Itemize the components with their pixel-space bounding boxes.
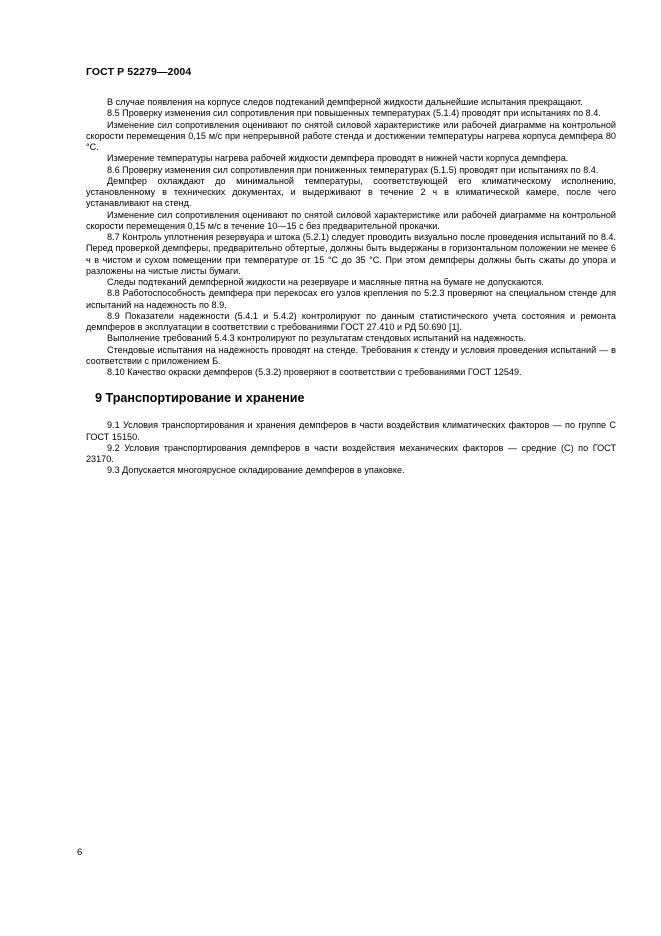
paragraph: 8.5 Проверку изменения сил сопротивления при повышенных температурах (5.1.4) проводят при испытаниях по 8.4. (107, 108, 601, 119)
paragraph: 8.7 Контроль уплотнения резервуара и штока (5.2.1) следует проводить визуально после проведения испытаний по 8.4. Перед проверкой демпферы, предварительно обтертые, должны быть выдержаны в горизонтальном положении не менее 6 ч в чистом и сухом помещении при температуре от 15 °С до 35 °С. При этом демпферы должны быть сжаты до упора и разложены на чистые листы бумаги. (86, 232, 616, 276)
paragraph: Следы подтеканий демпферной жидкости на резервуаре и масляные пятна на бумаге не допускаются. (107, 277, 544, 287)
document-body (86, 97, 616, 477)
paragraph: В случае появления на корпусе следов подтеканий демпферной жидкости дальнейшие испытания прекращают. (107, 97, 583, 107)
page-number: 6 (77, 847, 83, 858)
paragraph: Выполнение требований 5.4.3 контролируют по результатам стендовых испытаний на надежность. (107, 333, 527, 344)
section-heading: 9 Транспортирование и хранение (95, 391, 305, 406)
paragraph: Измерение температуры нагрева рабочей жидкости демпфера проводят в нижней части корпуса демпфера. (107, 153, 569, 164)
paragraph: Стендовые испытания на надежность проводят на стенде. Требования к стенду и условия проведения испытаний — в соответствии с приложением Б. (86, 344, 616, 366)
paragraph: 8.8 Работоспособность демпфера при перекосах его узлов крепления по 5.2.3 проверяют на специальном стенде для испытаний на надежность по 8.9. (86, 288, 616, 310)
paragraph: Изменение сил сопротивления оценивают по снятой силовой характеристике или рабочей диаграмме на контрольной скорости перемещения 0,15 м/с в течение 10—15 с без предварительной прокачки. (86, 209, 616, 231)
paragraph: 8.10 Качество окраски демпферов (5.3.2) проверяют в соответствии с требованиями ГОСТ 12549. (107, 367, 522, 377)
paragraph: Демпфер охлаждают до минимальной температуры, соответствующей его климатическому исполнению, установленному в технических документах, и выдерживают в течение 2 ч в климатической камере, после чего устанавливают на стенд. (86, 175, 616, 209)
paragraph: 9.2 Условия транспортирования демпферов в части воздействия механических факторов — средние (С) по ГОСТ 23170. (86, 442, 616, 464)
paragraph: 9.1 Условия транспортирования и хранения демпферов в части воздействия климатических факторов — по группе С ГОСТ 15150. (86, 420, 616, 442)
paragraph: 9.3 Допускается многоярусное складирование демпферов в упаковке. (107, 465, 405, 476)
paragraph: 8.9 Показатели надежности (5.4.1 и 5.4.2) контролируют по данным статистического учета состояния и ремонта демпферов в эксплуатации в соответствии с требованиями ГОСТ 27.410 и РД 50.690 [1]. (86, 310, 616, 332)
document-header: ГОСТ Р 52279—2004 (86, 66, 192, 78)
paragraph: 8.6 Проверку изменения сил сопротивления при пониженных температурах (5.1.5) проводят при испытаниях по 8.4. (107, 164, 599, 175)
paragraph: Изменение сил сопротивления оценивают по снятой силовой характеристике или рабочей диаграмме на контрольной скорости перемещения 0,15 м/с при непрерывной работе стенда и достижении температуры нагрева корпуса демпфера 80 °С. (86, 119, 616, 152)
